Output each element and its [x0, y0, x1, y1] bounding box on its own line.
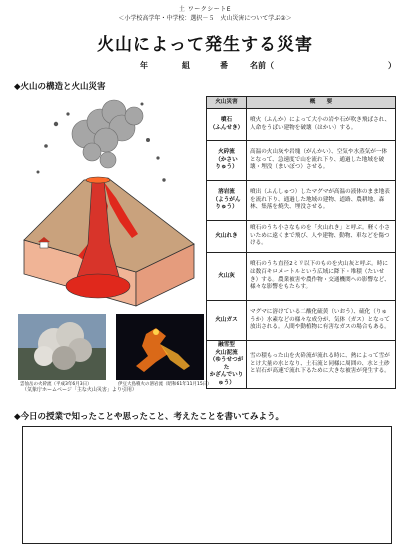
- photo-pyroclastic-flow: [18, 314, 106, 380]
- worksheet-subtitle: ＜小学校高学年・中学校：選択－５ 火山災害について学ぶ②＞: [118, 15, 292, 22]
- hazard-description: マグマに溶けている二酸化硫黄（いおう）、硫化（りゅうか）水素などの様々な成分が、気体（ガス）となって放出される。人間や動植物に有害なガスの場合もある。: [247, 301, 396, 341]
- source-note: （気象庁ホームページ「主な火山災害」より引用）: [22, 387, 137, 393]
- magma-chamber: [66, 274, 130, 298]
- hazard-table: [206, 96, 396, 389]
- hazard-description: 噴出（ふんしゅつ）したマグマが高温の液体のまま地表を流れ下り、通過した地域の建物、道路、農耕地、森林、集落を焼失、埋没させる。: [247, 181, 396, 221]
- name-close: ）: [388, 61, 396, 70]
- table-row: [207, 109, 396, 141]
- hazard-name: 溶岩流 （ようがん りゅう）: [207, 181, 247, 221]
- hazard-description: 噴石のうち小さなものを「火山れき」と呼ぶ。軽く小さいために遠くまで飛び、人や建物、動物、車などを傷つける。: [247, 221, 396, 253]
- hazard-name: 火山灰: [207, 253, 247, 301]
- name-label: 名前（: [250, 61, 274, 70]
- table-row: [207, 181, 396, 221]
- year-label: 年: [140, 61, 148, 70]
- number-label: 番: [220, 61, 228, 70]
- volcano-diagram: [16, 94, 202, 308]
- table-row: [207, 301, 396, 341]
- hazard-description: 雪の積もった山を火砕流が流れる時に、熱によって雪がとけ大量の水となり、土石流と同様に周囲の、水と土砂と岩石が高速で流れ下るために大きな被害が発生する。: [247, 341, 396, 389]
- table-row: [207, 341, 396, 389]
- hazard-description: 噴石のうち直径2ミリ以下のものを火山灰と呼ぶ。時には数百キロメートルという広域に降下・堆積（たいせき）する。農業被害や農作物・交通機関への影響など、様々な影響をもたらす。: [247, 253, 396, 301]
- hazard-description: 噴火（ふんか）によって大小の岩や石が吹き飛ばされ、人命をうばい建物を破壊（はかい）する。: [247, 109, 396, 141]
- photo-lava-flow: [116, 314, 204, 380]
- section-heading-structure: ◆火山の構造と火山災害: [14, 82, 106, 92]
- worksheet-code: 土 ワークシートE: [178, 6, 232, 13]
- table-header-hazard: 火山災害: [207, 97, 247, 109]
- name-row: [140, 60, 396, 71]
- ash-cloud: [72, 100, 143, 168]
- section-heading-reflection: ◆今日の授業で知ったことや思ったこと、考えたことを書いてみよう。: [14, 412, 285, 422]
- table-row: [207, 221, 396, 253]
- hazard-name: 融雪型 火山泥流 （ゆうせつがた かざんでいりゅう）: [207, 341, 247, 389]
- hazard-description: 高温の火山灰や岩塊（がんかい）、空気や水蒸気が一体となって、急速度で山を流れ下り、通過した地域を破壊・埋没（まいぼつ）させる。: [247, 141, 396, 181]
- page-title: 火山によって発生する災害: [97, 35, 313, 55]
- hazard-name: 噴石 （ふんせき）: [207, 109, 247, 141]
- caption-pyroclastic: 雲仙岳の火砕流（平成3年6月3日）: [20, 382, 92, 387]
- class-label: 組: [182, 61, 190, 70]
- table-header-summary: 概 要: [247, 97, 396, 109]
- caption-lava: 伊豆大島噴火の溶岩流（昭和61年11月15日）: [118, 382, 212, 387]
- hazard-name: 火砕流 （かさい りゅう）: [207, 141, 247, 181]
- table-row: [207, 141, 396, 181]
- reflection-writing-box[interactable]: [22, 426, 392, 544]
- hazard-name: 火山ガス: [207, 301, 247, 341]
- table-row: [207, 253, 396, 301]
- hazard-name: 火山れき: [207, 221, 247, 253]
